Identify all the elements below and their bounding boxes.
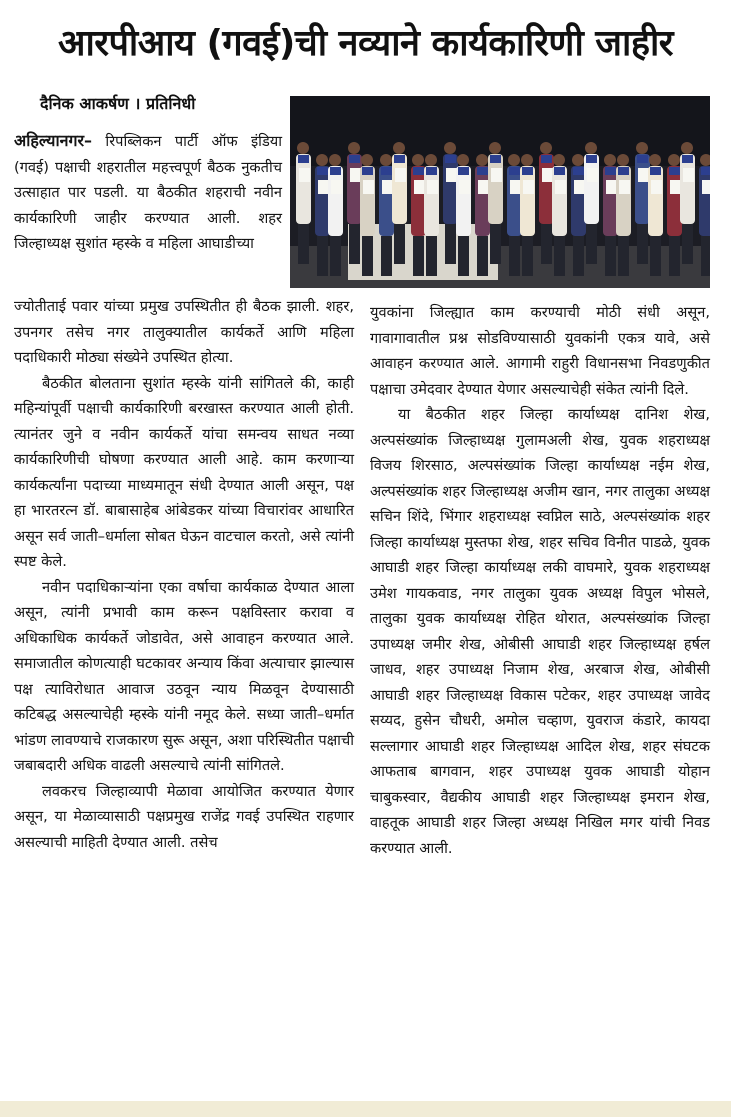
column-left-bottom bbox=[14, 294, 354, 855]
person-figure bbox=[360, 154, 375, 276]
group-photo bbox=[290, 96, 710, 288]
paragraph-4: लवकरच जिल्हाव्यापी मेळावा आयोजित करण्यात येणार असून, या मेळाव्यासाठी पक्षप्रमुख राजेंद्र गवई उपस्थित राहणार असल्याची माहिती देण्यात आली. तसेच bbox=[14, 782, 354, 851]
person-figure bbox=[603, 154, 618, 276]
headline: आरपीआय (गवई)ची नव्याने कार्यकारिणी जाहीर bbox=[57, 23, 674, 64]
person-figure bbox=[456, 154, 471, 276]
paragraph-5: या बैठकीत शहर जिल्हा कार्याध्यक्ष दानिश शेख, अल्पसंख्यांक जिल्हाध्यक्ष गुलामअली शेख, युवक शहराध्यक्ष विजय शिरसाठ, अल्पसंख्यांक जिल्हा कार्याध्यक्ष नईम शेख, अल्पसंख्यांक शहर जिल्हाध्यक्ष अजीम खान, नगर तालुका अध्यक्ष सचिन शिंदे, भिंगार शहराध्यक्ष स्वप्निल साठे, अल्पसंख्यांक शहर जिल्हा कार्याध्यक्ष मुस्तफा शेख, शहर सचिव विनीत पाडळे, युवक आघाडी शहर जिल्हा कार्याध्यक्ष लकी वाघमारे, युवक शहराध्यक्ष उमेश गायकवाड, नगर तालुका युवक अध्यक्ष विपुल भोसले, तालुका युवक कार्याध्यक्ष रोहित थोरात, अल्पसंख्यांक जिल्हा उपाध्यक्ष जमीर शेख, ओबीसी आघाडी शहर जिल्हाध्यक्ष हर्षल जाधव, शहर उपाध्यक्ष निजाम शेख, अरबाज शेख, ओबीसी आघाडी शहर जिल्हाध्यक्ष विकास पटेकर, शहर उपाध्यक्ष जावेद सय्यद, हुसेन चौधरी, अमोल चव्हाण, युवराज कंडारे, कायदा सल्लागार आघाडी शहर जिल्हाध्यक्ष आदिल शेख, शहर संघटक आफताब बागवान, शहर उपाध्यक्ष युवक आघाडी योहान चाबुकस्वार, वैद्यकीय आघाडी शहर जिल्हाध्यक्ष इमरान शेख, वाहतूक आघाडी शहर जिल्हा अध्यक्ष निखिल मगर यांची निवड करण्यात आली. bbox=[370, 406, 710, 857]
person-figure bbox=[539, 142, 554, 264]
column-left-top bbox=[14, 128, 282, 257]
column-right bbox=[370, 300, 710, 861]
group-photo-image bbox=[290, 96, 710, 288]
lead-text-2: ज्योतीताई पवार यांच्या प्रमुख उपस्थितीत ही बैठक झाली. शहर, उपनगर तसेच नगर तालुक्यातील कार्यकर्ते आणि महिला पदाधिकारी मोठ्या संख्येने उपस्थित होत्या. bbox=[14, 298, 354, 366]
paragraph-2: बैठकीत बोलताना सुशांत म्हस्के यांनी सांगितले की, काही महिन्यांपूर्वी पक्षाची कार्यकारिणी बरखास्त करण्यात आली होती. त्यानंतर जुने व नवीन कार्यकर्ते यांचा समन्वय साधत नव्या कार्यकारिणीची घोषणा करण्यात आली आहे. काम करणाऱ्या कार्यकर्त्यांना पदाच्या माध्यमातून संधी देण्यात आली असून, पक्ष हा भारतरत्न डॉ. बाबासाहेब आंबेडकर यांच्या विचारांवर आधारित असून सर्व जाती–धर्माला सोबत घेऊन वाटचाल करतो, असे त्यांनी स्पष्ट केले. bbox=[14, 374, 354, 570]
byline: दैनिक आकर्षण । प्रतिनिधी bbox=[40, 94, 196, 113]
person-figure bbox=[347, 142, 362, 264]
person-figure bbox=[635, 142, 650, 264]
person-figure bbox=[411, 154, 426, 276]
person-figure bbox=[488, 142, 503, 264]
person-figure bbox=[315, 154, 330, 276]
dateline: अहिल्यानगर– bbox=[14, 131, 93, 150]
person-figure bbox=[571, 154, 586, 276]
person-figure bbox=[328, 154, 343, 276]
lead-paragraph bbox=[14, 128, 282, 257]
lead-text-1: रिपब्लिकन पार्टी ऑफ इंडिया (गवई) पक्षाची शहरातील महत्त्वपूर्ण बैठक नुकतीच उत्साहात पार पडली. या बैठकीत शहराची नवीन कार्यकारिणी जाहीर करण्यात आली. शहर जिल्हाध्यक्ष सुशांत म्हस्के व महिला आघाडीच्या bbox=[14, 133, 282, 252]
person-figure bbox=[648, 154, 663, 276]
person-figure bbox=[667, 154, 682, 276]
person-figure bbox=[520, 154, 535, 276]
person-figure bbox=[424, 154, 439, 276]
person-figure bbox=[680, 142, 695, 264]
page-bottom-band bbox=[0, 1101, 731, 1117]
person-figure bbox=[379, 154, 394, 276]
paragraph-4-continued: युवकांना जिल्ह्यात काम करण्याची मोठी संधी असून, गावागावातील प्रश्न सोडविण्यासाठी युवकांनी एकत्र यावे, असे आवाहन करण्यात आले. आगामी राहुरी विधानसभा निवडणुकीत पक्षाचा उमेदवार देण्यात येणार असल्याचेही संकेत त्यांनी दिले. bbox=[370, 304, 710, 398]
person-figure bbox=[392, 142, 407, 264]
person-figure bbox=[552, 154, 567, 276]
person-figure bbox=[616, 154, 631, 276]
person-figure bbox=[475, 154, 490, 276]
paragraph-3: नवीन पदाधिकाऱ्यांना एका वर्षाचा कार्यकाळ देण्यात आला असून, त्यांनी प्रभावी काम करून पक्षविस्तार करावा व अधिकाधिक कार्यकर्ते जोडावेत, असे आवाहन करण्यात आले. समाजातील कोणत्याही घटकावर अन्याय किंवा अत्याचार झाल्यास पक्ष त्याविरोधात आवाज उठवून न्याय मिळवून देण्यासाठी कटिबद्ध असल्याचेही म्हस्के यांनी नमूद केले. सध्या जाती–धर्मात भांडण लावण्याचे राजकारण सुरू असून, अशा परिस्थितीत पक्षाची जबाबदारी अधिक वाढली असल्याचे त्यांनी सांगितले. bbox=[14, 578, 354, 774]
person-figure bbox=[296, 142, 311, 264]
person-figure bbox=[584, 142, 599, 264]
person-figure bbox=[507, 154, 522, 276]
person-figure bbox=[443, 142, 458, 264]
